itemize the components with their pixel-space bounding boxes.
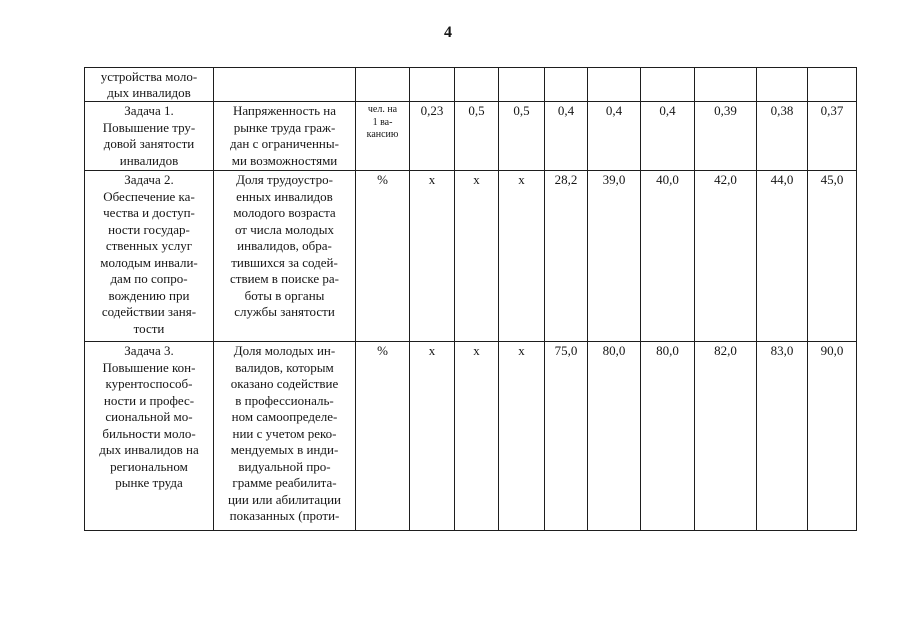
value-cell: [757, 68, 808, 102]
value-cell: [545, 68, 588, 102]
value-cell: 42,0: [695, 171, 757, 342]
value-cell: [588, 68, 641, 102]
table-row-task-2: [85, 171, 857, 342]
value-cell: 44,0: [757, 171, 808, 342]
indicator-cell: Напряженность на рынке труда граж- дан с ограниченны- ми возможностями: [214, 102, 356, 171]
value-cell: [641, 68, 695, 102]
indicator-cell: [214, 68, 356, 102]
task-cell: Задача 1. Повышение тру- довой занятости инвалидов: [85, 102, 214, 171]
value-cell: 45,0: [808, 171, 857, 342]
value-cell: x: [455, 342, 499, 531]
value-cell: x: [410, 171, 455, 342]
value-cell: [499, 68, 545, 102]
unit-cell: %: [356, 171, 410, 342]
indicator-cell: Доля трудоустро- енных инвалидов молодого возраста от числа молодых инвалидов, обра- тившихся за содей- ствием в поиске ра- боты в органы службы занятости: [214, 171, 356, 342]
value-cell: x: [499, 342, 545, 531]
value-cell: 39,0: [588, 171, 641, 342]
task-cell: Задача 3. Повышение кон- курентоспособ- ности и профес- сиональной мо- бильности моло- дых инвалидов на региональном рынке труда: [85, 342, 214, 531]
value-cell: 0,38: [757, 102, 808, 171]
unit-cell: чел. на 1 ва- кансию: [356, 102, 410, 171]
value-cell: 40,0: [641, 171, 695, 342]
unit-cell: [356, 68, 410, 102]
table-body: [85, 68, 857, 531]
task-cell: устройства моло- дых инвалидов: [85, 68, 214, 102]
task-cell: Задача 2. Обеспечение ка- чества и доступ- ности государ- ственных услуг молодым инвали- дам по сопро- вождению при содействии заня- тости: [85, 171, 214, 342]
value-cell: 80,0: [641, 342, 695, 531]
value-cell: 0,39: [695, 102, 757, 171]
page-number: 4: [444, 24, 452, 41]
table-row-task-3: [85, 342, 857, 531]
value-cell: [808, 68, 857, 102]
value-cell: 0,37: [808, 102, 857, 171]
value-cell: [455, 68, 499, 102]
value-cell: 75,0: [545, 342, 588, 531]
value-cell: [695, 68, 757, 102]
value-cell: 0,5: [455, 102, 499, 171]
value-cell: x: [410, 342, 455, 531]
table-row-task-1: [85, 102, 857, 171]
value-cell: 0,5: [499, 102, 545, 171]
value-cell: x: [499, 171, 545, 342]
value-cell: 0,4: [641, 102, 695, 171]
table-row-continuation: [85, 68, 857, 102]
value-cell: 83,0: [757, 342, 808, 531]
value-cell: 0,4: [588, 102, 641, 171]
value-cell: 82,0: [695, 342, 757, 531]
value-cell: 28,2: [545, 171, 588, 342]
program-indicators-table: [84, 67, 857, 531]
unit-cell: %: [356, 342, 410, 531]
value-cell: x: [455, 171, 499, 342]
indicator-cell: Доля молодых ин- валидов, которым оказано содействие в профессиональ- ном самоопределе- нии с учетом реко- мендуемых в инди- видуальной про- грамме реабилита- ции или абилитации показанных (проти-: [214, 342, 356, 531]
value-cell: 0,4: [545, 102, 588, 171]
value-cell: [410, 68, 455, 102]
value-cell: 0,23: [410, 102, 455, 171]
value-cell: 90,0: [808, 342, 857, 531]
value-cell: 80,0: [588, 342, 641, 531]
